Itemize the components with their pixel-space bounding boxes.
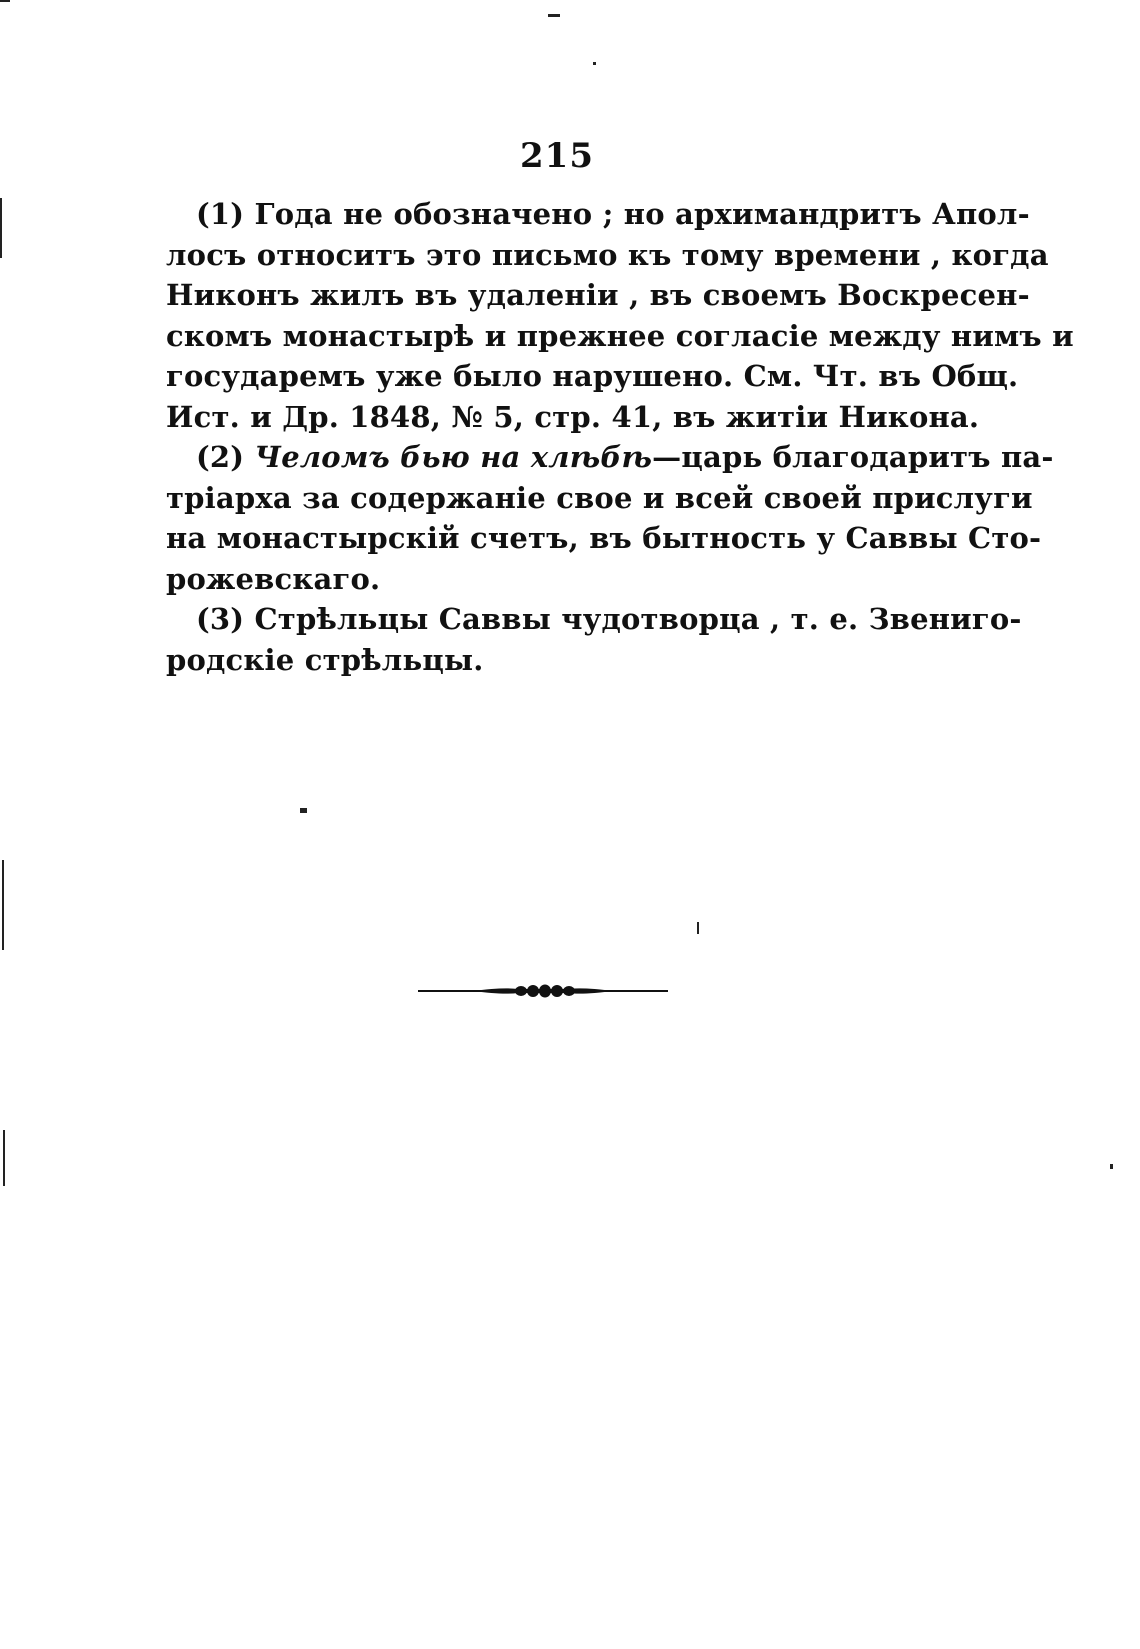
footnote-line: Никонъ жилъ въ удаленіи , въ своемъ Воскресен- <box>166 278 1030 312</box>
scan-mark <box>697 922 699 934</box>
scan-mark <box>0 0 10 2</box>
footnote-line: скомъ монастырѣ и прежнее согласіе между нимъ и <box>166 318 1074 353</box>
ornament-divider <box>418 984 668 998</box>
footnote-line: тріарха за содержаніе свое и всей своей прислуги <box>166 480 1033 515</box>
footnote-line: (1) Года не обозначено ; но архимандритъ Апол- <box>196 197 1030 231</box>
footnote-line: родскіе стрѣльцы. <box>166 642 484 677</box>
footnote-line: (3) Стрѣльцы Саввы чудотворца , т. е. Звениго- <box>196 602 1022 636</box>
footnote-line: на монастырскій счетъ, въ бытность у Саввы Сто- <box>166 521 1042 555</box>
footnote-italic-phrase: Челомъ бью на хлѣбѣ <box>254 440 653 474</box>
scan-mark <box>300 808 307 813</box>
scan-mark <box>2 860 4 950</box>
footnote-line: рожевскаго. <box>166 561 381 596</box>
footnote-text: —царь благодаритъ па- <box>652 440 1054 474</box>
footnote-line: лосъ относитъ это письмо къ тому времени , когда <box>166 237 1049 272</box>
footnote-marker: (2) <box>196 440 245 474</box>
footnote-line: Ист. и Др. 1848, № 5, стр. 41, въ житіи Никона. <box>166 399 980 434</box>
footnote-line <box>166 437 1054 478</box>
footnote-3 <box>166 599 1022 680</box>
footnote-2 <box>166 437 1054 599</box>
scan-mark <box>1110 1164 1113 1169</box>
footnote-1 <box>166 194 1074 437</box>
footnotes <box>166 194 1074 680</box>
scan-mark <box>548 14 560 17</box>
scan-mark <box>3 1130 5 1186</box>
scan-mark <box>0 198 2 258</box>
page-number: 215 <box>520 136 594 176</box>
scan-mark <box>593 62 596 65</box>
footnote-line: государемъ уже было нарушено. См. Чт. въ Общ. <box>166 359 1019 393</box>
